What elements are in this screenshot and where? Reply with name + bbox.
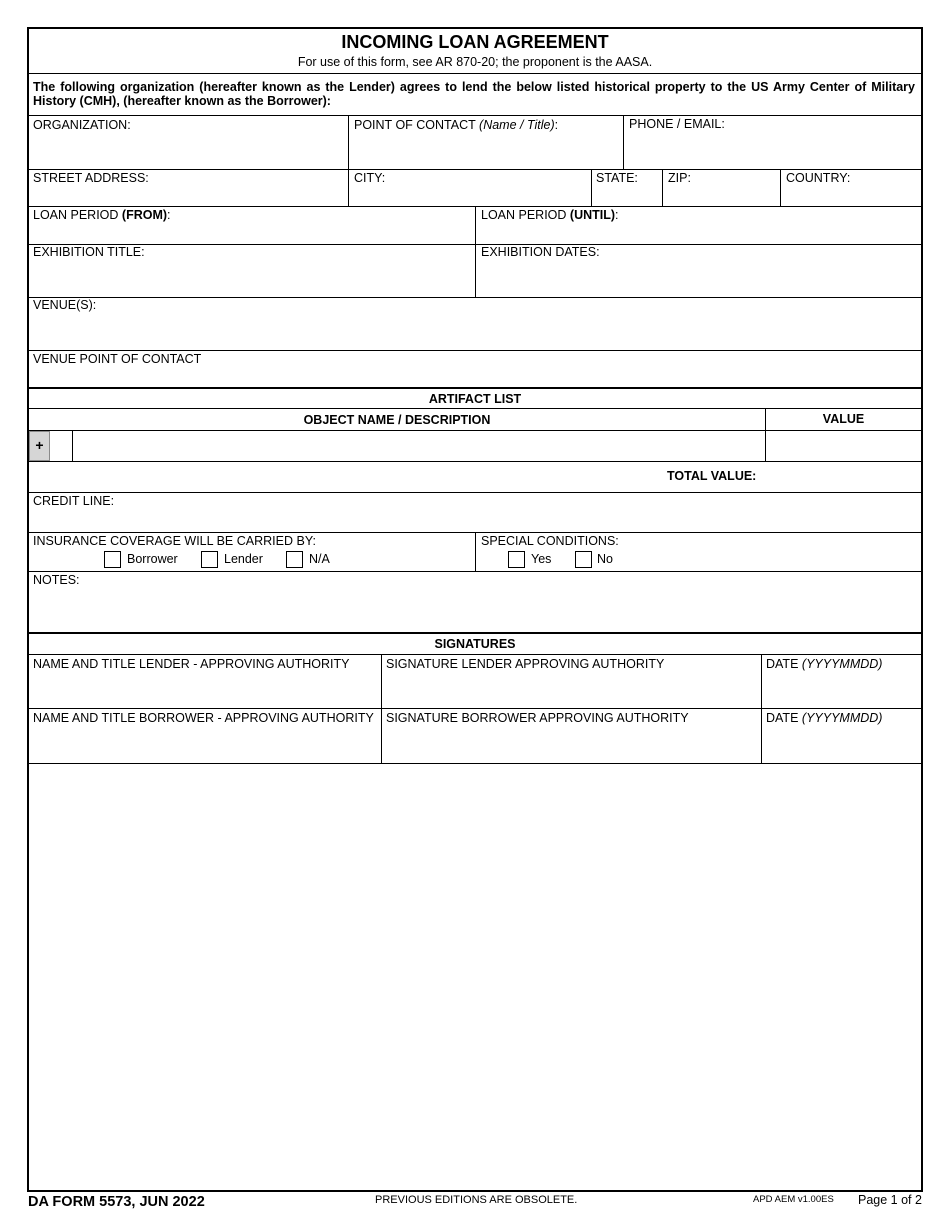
- object-column-header: OBJECT NAME / DESCRIPTION: [303, 413, 491, 427]
- poc-label: POINT OF CONTACT (Name / Title):: [354, 118, 559, 132]
- divider: [29, 244, 921, 245]
- borrower-checkbox[interactable]: [104, 551, 121, 568]
- borrower-date-input[interactable]: [763, 727, 919, 760]
- date-format-hint: (YYYYMMDD): [801, 711, 883, 725]
- divider: [29, 350, 921, 351]
- no-option-label: No: [597, 552, 613, 566]
- divider: [29, 430, 921, 431]
- divider: [780, 169, 781, 206]
- na-checkbox[interactable]: [286, 551, 303, 568]
- venues-input[interactable]: [31, 314, 919, 348]
- divider: [29, 763, 921, 764]
- lender-option-label: Lender: [224, 552, 263, 566]
- divider: [29, 571, 921, 572]
- street-label: STREET ADDRESS:: [33, 171, 149, 185]
- lender-name-input[interactable]: [31, 673, 379, 706]
- lender-checkbox[interactable]: [201, 551, 218, 568]
- lender-signature-label: SIGNATURE LENDER APPROVING AUTHORITY: [386, 657, 665, 671]
- divider: [475, 532, 476, 571]
- form-identifier: DA FORM 5573, JUN 2022: [28, 1194, 205, 1210]
- loan-until-label: LOAN PERIOD (UNTIL):: [481, 208, 619, 222]
- country-label: COUNTRY:: [786, 171, 851, 185]
- divider: [29, 654, 921, 655]
- exhibition-dates-label: EXHIBITION DATES:: [481, 245, 600, 259]
- divider: [29, 115, 921, 116]
- yes-checkbox[interactable]: [508, 551, 525, 568]
- apd-version: APD AEM v1.00ES: [753, 1194, 834, 1205]
- divider: [72, 430, 73, 461]
- borrower-option-label: Borrower: [127, 552, 178, 566]
- divider: [29, 297, 921, 298]
- form-title: INCOMING LOAN AGREEMENT: [341, 32, 609, 52]
- phone-email-label: PHONE / EMAIL:: [629, 117, 725, 131]
- intro-text: The following organization (hereafter known as the Lender) agrees to lend the below listed historical property to the US Army Center of Military History (CMH), (hereafter known as the Borrower):: [33, 80, 915, 108]
- signatures-title: SIGNATURES: [434, 637, 516, 651]
- organization-label: ORGANIZATION:: [33, 118, 131, 132]
- state-input[interactable]: [593, 186, 660, 204]
- lender-name-label: NAME AND TITLE LENDER - APPROVING AUTHORITY: [33, 657, 350, 671]
- exhibition-title-input[interactable]: [31, 261, 473, 294]
- divider: [29, 492, 921, 493]
- divider: [29, 387, 921, 389]
- total-value-input[interactable]: [765, 464, 919, 490]
- venue-poc-label: VENUE POINT OF CONTACT: [33, 352, 202, 366]
- venues-label: VENUE(S):: [33, 298, 97, 312]
- divider: [623, 116, 624, 169]
- no-checkbox[interactable]: [575, 551, 592, 568]
- divider: [29, 169, 921, 170]
- borrower-signature-label: SIGNATURE BORROWER APPROVING AUTHORITY: [386, 711, 689, 725]
- yes-option-label: Yes: [531, 552, 552, 566]
- divider: [475, 206, 476, 297]
- form-subtitle: For use of this form, see AR 870-20; the proponent is the AASA.: [297, 55, 653, 69]
- street-input[interactable]: [31, 186, 346, 204]
- divider: [29, 73, 921, 74]
- special-conditions-label: SPECIAL CONDITIONS:: [481, 534, 619, 548]
- city-label: CITY:: [354, 171, 386, 185]
- object-value-input[interactable]: [767, 432, 919, 459]
- value-column-header: VALUE: [822, 412, 865, 426]
- artifact-list-title: ARTIFACT LIST: [428, 392, 522, 406]
- state-label: STATE:: [596, 171, 638, 185]
- lender-signature-field[interactable]: [383, 673, 759, 706]
- exhibition-dates-input[interactable]: [477, 261, 919, 294]
- exhibition-title-label: EXHIBITION TITLE:: [33, 245, 145, 259]
- zip-input[interactable]: [664, 186, 778, 204]
- credit-line-input[interactable]: [31, 510, 919, 530]
- lender-date-input[interactable]: [763, 673, 919, 706]
- insurance-label: INSURANCE COVERAGE WILL BE CARRIED BY:: [33, 534, 316, 548]
- na-option-label: N/A: [309, 552, 330, 566]
- divider: [29, 461, 921, 462]
- divider: [29, 708, 921, 709]
- phone-email-input[interactable]: [625, 134, 919, 166]
- venue-poc-input[interactable]: [31, 367, 919, 385]
- divider: [662, 169, 663, 206]
- page-number: Page 1 of 2: [858, 1193, 922, 1207]
- object-description-input[interactable]: [74, 432, 763, 459]
- total-value-label: TOTAL VALUE:: [667, 469, 757, 483]
- organization-input[interactable]: [31, 134, 346, 166]
- borrower-name-label: NAME AND TITLE BORROWER - APPROVING AUTHORITY: [33, 711, 374, 725]
- divider: [591, 169, 592, 206]
- add-row-button[interactable]: +: [29, 431, 50, 461]
- divider: [29, 408, 921, 409]
- loan-until-input[interactable]: [477, 223, 919, 242]
- loan-from-label: LOAN PERIOD (FROM):: [33, 208, 171, 222]
- city-input[interactable]: [350, 186, 589, 204]
- poc-hint: (Name / Title): [479, 118, 555, 132]
- country-input[interactable]: [782, 186, 919, 204]
- notes-input[interactable]: [31, 589, 919, 629]
- zip-label: ZIP:: [668, 171, 691, 185]
- divider: [348, 116, 349, 169]
- borrower-date-label: DATE (YYYYMMDD): [766, 711, 883, 725]
- borrower-signature-field[interactable]: [383, 727, 759, 760]
- poc-input[interactable]: [350, 134, 621, 166]
- lender-date-label: DATE (YYYYMMDD): [766, 657, 883, 671]
- divider: [348, 169, 349, 206]
- editions-notice: PREVIOUS EDITIONS ARE OBSOLETE.: [375, 1194, 578, 1206]
- borrower-name-input[interactable]: [31, 727, 379, 760]
- credit-line-label: CREDIT LINE:: [33, 494, 115, 508]
- loan-from-input[interactable]: [31, 223, 473, 242]
- notes-label: NOTES:: [33, 573, 80, 587]
- divider: [29, 632, 921, 634]
- date-format-hint: (YYYYMMDD): [801, 657, 883, 671]
